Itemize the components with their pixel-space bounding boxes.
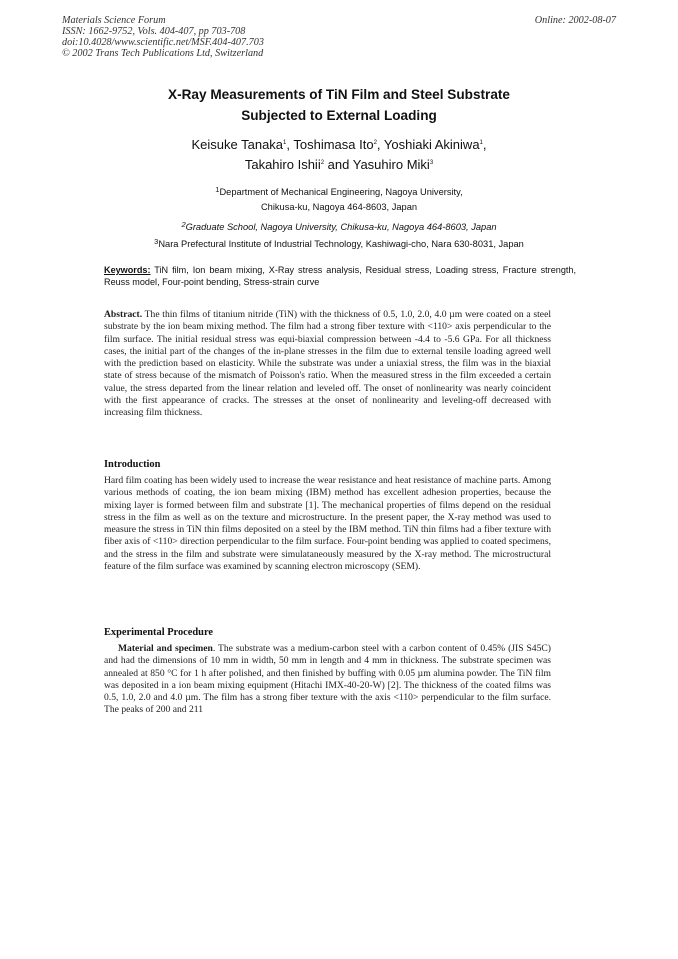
affil-number: 2 (181, 220, 186, 229)
copyright-line: © 2002 Trans Tech Publications Ltd, Switzerland (62, 48, 264, 59)
title-line-2: Subjected to External Loading (241, 108, 437, 123)
author-name: Keisuke Tanaka (191, 137, 284, 152)
affil-text: Department of Mechanical Engineering, Nagoya University, (219, 187, 463, 197)
affil-number: 1 (215, 185, 220, 194)
keywords-text: TiN film, Ion beam mixing, X-Ray stress analysis, Residual stress, Loading stress, Fracture strength, Reuss model, Four-point bending, Stress-strain curve (104, 265, 576, 287)
author-affil-mark: 1 (283, 140, 287, 146)
experimental-text: . The substrate was a medium-carbon steel with a carbon content of 0.45% (JIS S45C) and had the dimensions of 10 mm in width, 50 mm in length and 4 mm in thickness. The substrate specimen was annealed at 850 °C for 1 h after polished, and then finished by buffing with 0.05 µm alumina powder. The TiN film was deposited in a ion beam mixing equipment (Hitachi IMX-40-20-W) [2]. The thickness of the coated films was 0.5, 1.0, 2.0 and 4.0 µm. The film has a strong fiber texture with the axis <110> perpendicular to the film surface. The peaks of 200 and 211 (104, 643, 551, 716)
author-affil-mark: 2 (320, 160, 325, 166)
affiliation-1-cont: Chikusa-ku, Nagoya 464-8603, Japan (260, 202, 418, 212)
affil-text: Graduate School, Nagoya University, Chikusa-ku, Nagoya 464-8603, Japan (185, 222, 497, 232)
authors-line-1 (60, 134, 618, 154)
title-line-1: X-Ray Measurements of TiN Film and Steel Substrate (168, 87, 510, 102)
author-name: Takahiro Ishii (244, 157, 321, 172)
affil-number: 3 (154, 237, 159, 246)
issn-line: ISSN: 1662-9752, Vols. 404-407, pp 703-708 (62, 26, 246, 37)
abstract-paragraph (104, 309, 551, 420)
introduction-paragraph: Hard film coating has been widely used to increase the wear resistance and heat resistance of machine parts. Among various methods of coating, the ion beam mixing (IBM) method has excellent adhesion properties, because the mixing layer is formed between film and substrate [1]. The mechanical properties of films depend on the residual stress in the film as well as on the texture and microstructure. In the present paper, the X-ray method was used to measure the stress in TiN thin films deposited on a steel by the IBM method. TiN thin films had a fiber texture with fiber axis of <110> direction perpendicular to the film surface. Four-point bending was applied to coated specimens, and the stress in the film and substrate were simulataneously measured by the X-ray method. The microstructural feature of the film surface was examined by scanning electron microscopy (SEM). (104, 475, 551, 573)
authors-line-2 (60, 154, 618, 174)
author-affil-mark: 1 (479, 140, 483, 146)
subsection-lead: Material and specimen (118, 643, 213, 654)
affiliation-2 (60, 218, 618, 234)
abstract-label: Abstract. (104, 309, 143, 320)
author-name: and Yasuhiro Miki (324, 157, 430, 172)
online-date: Online: 2002-08-07 (534, 15, 616, 26)
author-affil-mark: 2 (373, 140, 377, 146)
author-name: , Toshimasa Ito (286, 137, 374, 152)
section-heading-experimental: Experimental Procedure (104, 627, 213, 638)
author-affil-mark: 3 (429, 160, 434, 166)
experimental-paragraph (104, 643, 551, 717)
doi-line[interactable]: doi:10.4028/www.scientific.net/MSF.404-407.703 (62, 37, 264, 48)
keywords-label: Keywords: (104, 265, 151, 275)
author-name: , Yoshiaki Akiniwa (376, 137, 480, 152)
journal-name: Materials Science Forum (62, 15, 166, 26)
paper-title (80, 84, 598, 126)
affiliation-1 (60, 183, 618, 199)
abstract-text: The thin films of titanium nitride (TiN) with the thickness of 0.5, 1.0, 2.0, 4.0 µm were coated on a steel substrate by the ion beam mixing method. The film had a strong fiber texture with <110> axis perpendicular to the film surface. The initial residual stress was equi-biaxial compression between -4.4 to -5.6 GPa. For all thickness cases, the initial part of the changes of the in-plane stresses in the film due to external tensile loading agreed well with the prediction based on elasticity. While the substrate was under a uniaxial stress, the film was in the biaxial state of stress because of the mismatch of Poisson's ratio. When the measured stress in the film exceeded a certain value, the stress departed from the linear relation and leveled off. The onset of nonlinearity was nearly coincident with the first appearance of cracks. The stresses at the onset of nonlinearity and leveling-off decreased with increasing film thickness. (104, 309, 551, 419)
section-heading-introduction: Introduction (104, 459, 161, 470)
affiliation-3 (60, 235, 618, 251)
publication-meta (62, 15, 264, 59)
author-list (60, 134, 618, 174)
affil-text: Nara Prefectural Institute of Industrial Technology, Kashiwagi-cho, Nara 630-8031, Japan (158, 239, 524, 249)
keywords-block (104, 264, 576, 288)
author-separator: , (482, 137, 487, 152)
